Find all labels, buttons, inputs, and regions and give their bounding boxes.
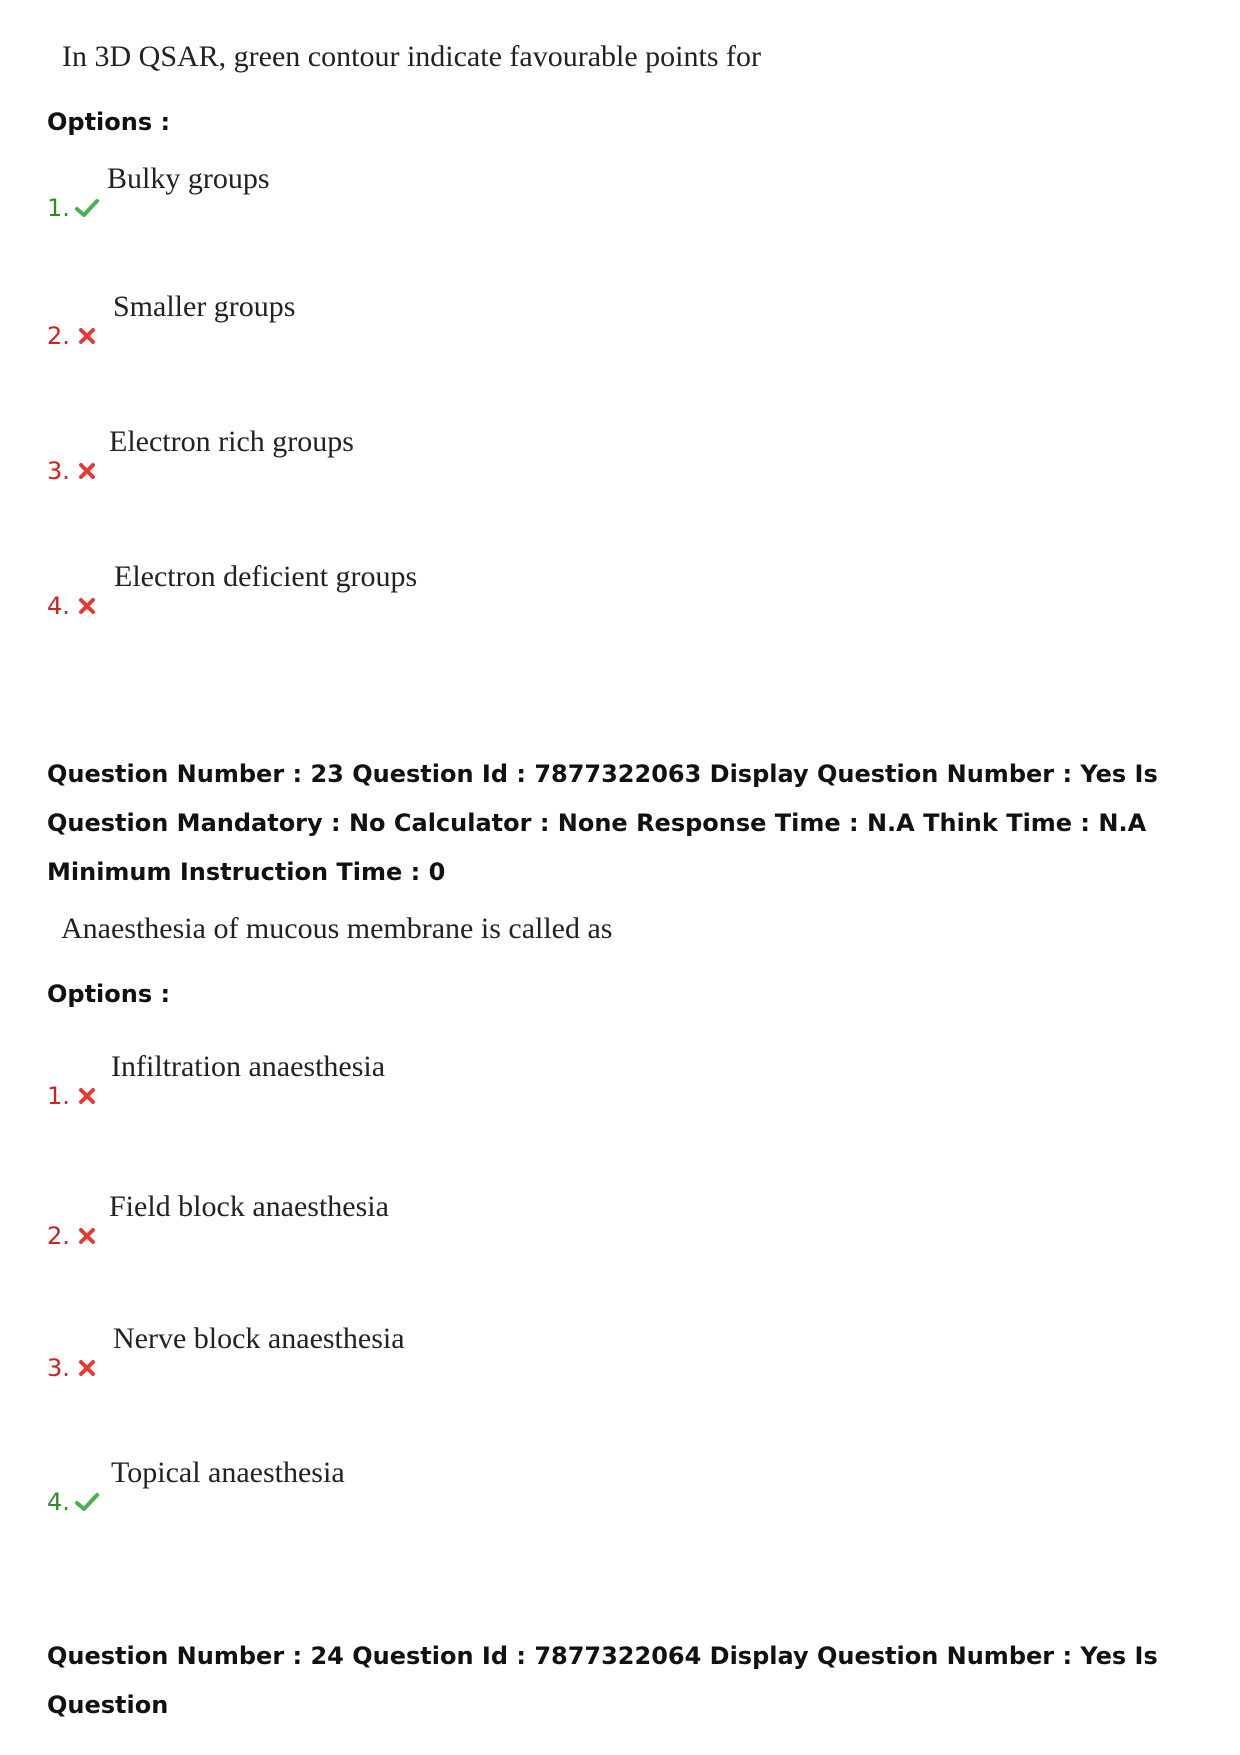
option-text: Field block anaesthesia — [109, 1190, 389, 1223]
question-22-text: In 3D QSAR, green contour indicate favourable points for — [62, 40, 761, 73]
question-23-options-label: Options : — [47, 980, 171, 1008]
option-text: Topical anaesthesia — [111, 1456, 345, 1489]
question-22-options-label: Options : — [47, 108, 171, 136]
option-text: Nerve block anaesthesia — [113, 1322, 405, 1355]
option-number: 4. — [47, 592, 70, 620]
option-number: 1. — [47, 194, 70, 222]
option-text: Electron rich groups — [109, 425, 354, 458]
option-number: 2. — [47, 1222, 70, 1250]
option-text: Electron deficient groups — [114, 560, 418, 593]
option-number: 2. — [47, 322, 70, 350]
question-22-option-2 — [47, 290, 747, 350]
question-23-text: Anaesthesia of mucous membrane is called as — [61, 912, 613, 945]
question-22-option-1 — [47, 162, 747, 222]
option-number: 3. — [47, 1354, 70, 1382]
question-24-metadata: Question Number : 24 Question Id : 7877322064 Display Question Number : Yes Is Question — [47, 1642, 1158, 1719]
question-23-option-3 — [47, 1322, 747, 1382]
cross-icon — [75, 596, 99, 616]
question-23-metadata: Question Number : 23 Question Id : 7877322063 Display Question Number : Yes Is Question Mandatory : No Calculator : None Response Time : N.A Think Time : N.A Minimum Instruction Time : 0 — [47, 760, 1158, 886]
cross-icon — [75, 1358, 99, 1378]
check-icon — [75, 198, 99, 218]
cross-icon — [75, 461, 99, 481]
cross-icon — [75, 1226, 99, 1246]
cross-icon — [75, 1086, 99, 1106]
question-22-option-4 — [47, 560, 747, 620]
question-23-option-2 — [47, 1190, 747, 1250]
option-text: Infiltration anaesthesia — [111, 1050, 386, 1083]
check-icon — [75, 1492, 99, 1512]
cross-icon — [75, 326, 99, 346]
option-number: 3. — [47, 457, 70, 485]
question-23-option-1 — [47, 1050, 747, 1110]
option-number: 1. — [47, 1082, 70, 1110]
option-number: 4. — [47, 1488, 70, 1516]
question-22-option-3 — [47, 425, 747, 485]
option-text: Smaller groups — [113, 290, 296, 323]
question-23-option-4 — [47, 1456, 747, 1516]
option-text: Bulky groups — [107, 162, 270, 195]
